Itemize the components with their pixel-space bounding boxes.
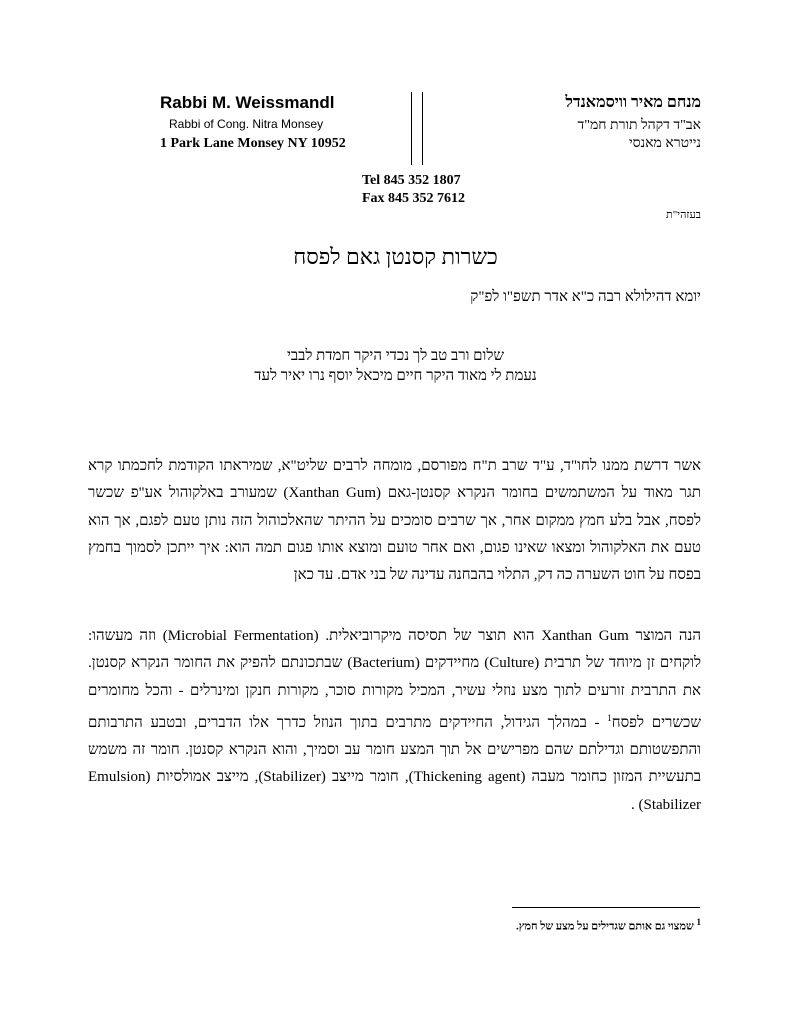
paragraph-1-text: אשר דרשת ממנו לחו"ד, ע"ד שרב ת"ח מפורסם, מומחה לרבים שליט"א, שמיראתו הקודמת לחכמתו קרא תגר מאוד על המשתמשים בחומר הנקרא קסנטן-גאם (Xanthan Gum) שמעורב באלקוהול אע"פ שכשר לפסח, אבל בלע חמץ ממקום אחר, אך שרבים סומכים על ההיתר שהאלכוהול הזה נותן טעם לפגם, אך הוא טעם את האלקוהול ומצאו שאינו פגום, ואם אחר טועם ומוצא אותו פגום תמה הוא: איך ייתכן לסמוך בחמץ בפסח על חוט השערה כה דק, התלוי בהבחנה עדינה של בני אדם. עד כאן [88,458,701,584]
footnote-marker: 1 [696,917,701,927]
letterhead-address: 1 Park Lane Monsey NY 10952 [160,136,346,151]
document-title: כשרות קסנטן גאם לפסח [293,244,498,269]
letterhead-english-name: Rabbi M. Weissmandl [160,93,335,112]
fax: Fax 845 352 7612 [362,191,466,206]
bsd-heading: בעזהי"ת [665,209,701,221]
letterhead-congregation: Rabbi of Cong. Nitra Monsey [169,117,324,131]
letterhead-hebrew-title: אב"ד דקהל תורת חמ"ד [577,118,701,133]
body-paragraph-1 [88,453,701,589]
body-paragraph-2 [88,623,701,819]
footnote-separator [512,907,700,908]
paragraph-2-part-b: - במהלך הגידול, החיידקים מתרבים בתוך הנוזל כדרך אלו הדברים, ובטבע התרבותם והתפשטותם וגדילתם שהם מפרישים אל תוך המצע חומר עב וסמיך, והוא הנקרא קסנטן. חומר זה משמש בתעשיית המזון כחומר מעבה (Thickening agent), חומר מייצב (Stabilizer), מייצב אמולסיות (Emulsion Stabilizer) . [88,714,701,813]
letterhead-hebrew-name: מנחם מאיר וויסמאנדל [565,94,701,111]
footnote [516,917,701,933]
paragraph-2-part-a: הנה המוצר Xanthan Gum הוא תוצר של תסיסה מיקרוביאלית. (Microbial Fermentation) וזה מעשהו: לוקחים זן מיוחד של תרבית (Culture) מחיידקים (Bacterium) שבתכונתם להפיק את החומר הנקרא קסנטן. את התרבית זורעים לתוך מצע נוזלי עשיר, המכיל מקורות סוכר, מקורות חנקן ומינרלים - והכל מחומרים שכשרים לפסח [88,628,701,731]
greeting-line-1: שלום ורב טב לך נכדי היקר חמדת לבבי [286,348,505,364]
footnote-text: שמצוי גם אותם שגדילים על מצע של חמץ. [515,920,694,933]
greeting-line-2: נעמת לי מאוד היקר חיים מיכאל יוסף נרו יאיר לעד [254,368,537,384]
document-date: יומא דהילולא רבה כ"א אדר תשפ"ו לפ"ק [470,289,701,305]
footnote-reference[interactable]: 1 [607,712,612,723]
letterhead-divider [411,92,423,165]
letterhead-hebrew-location: נייטרא מאנסי [628,136,701,151]
telephone: Tel 845 352 1807 [362,173,461,188]
